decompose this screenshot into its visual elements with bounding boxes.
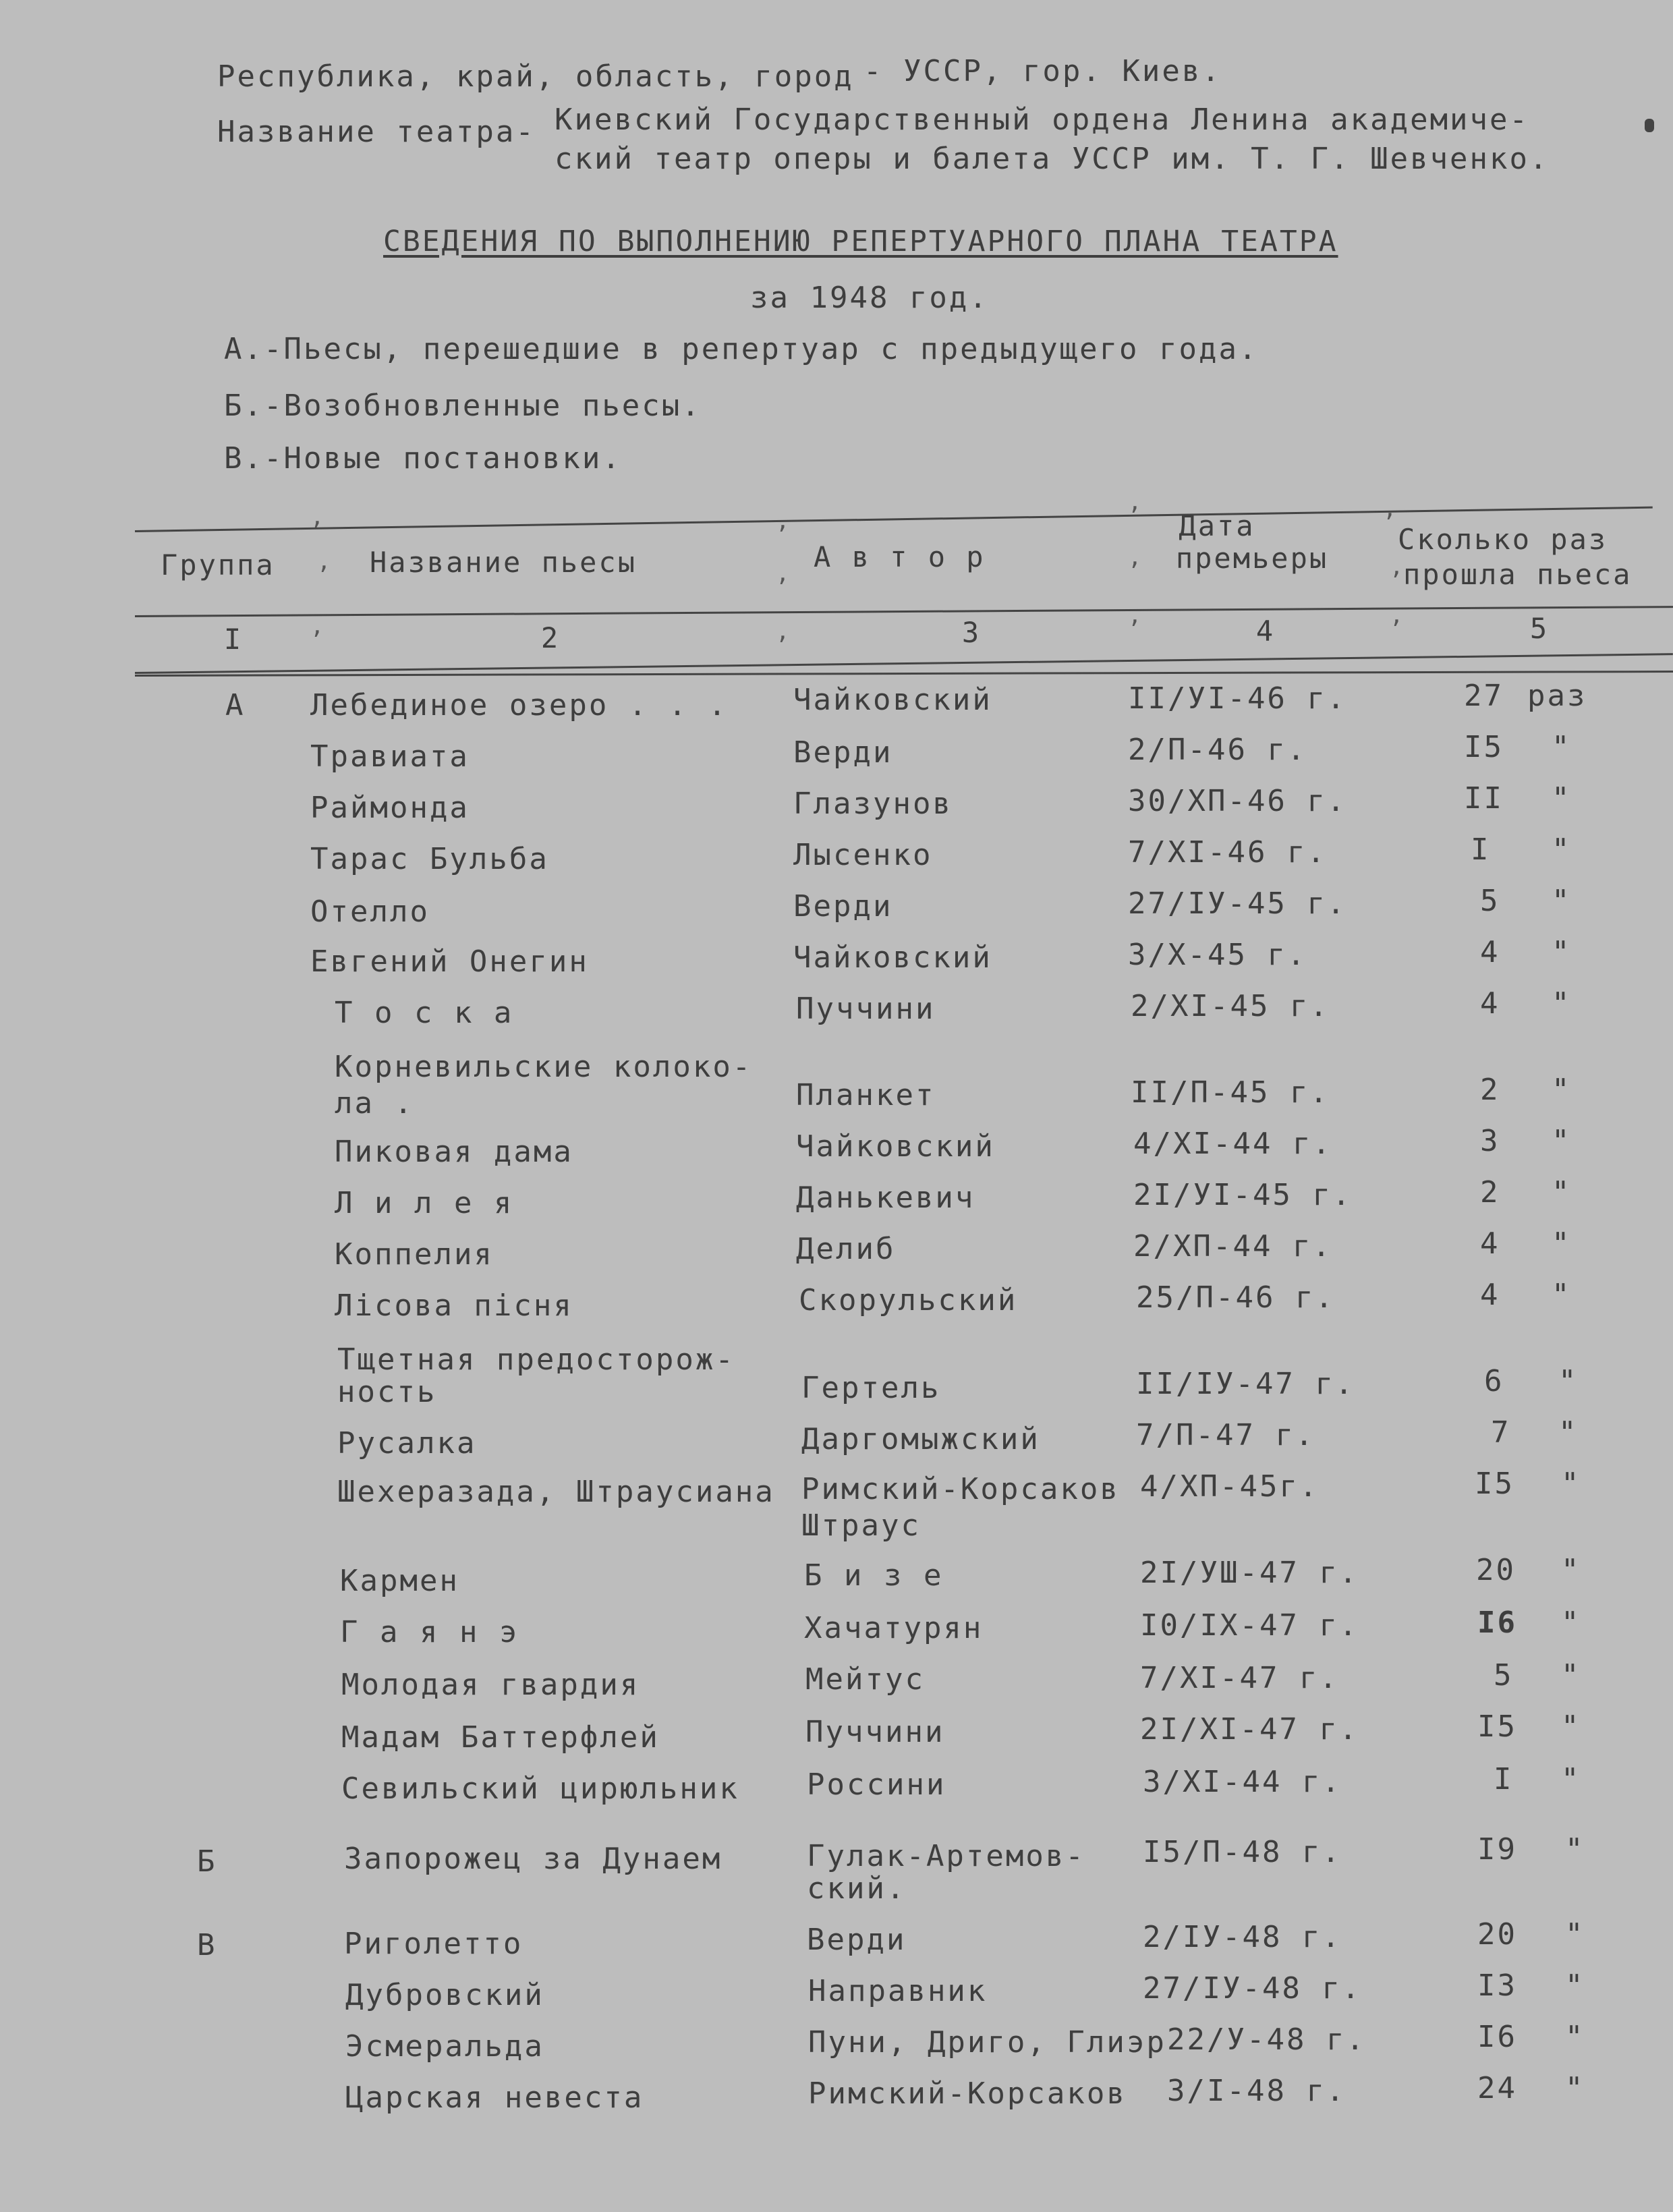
row-title: Русалка (337, 1426, 477, 1461)
row-premiere: 30/ХП-46 г. (1128, 784, 1347, 818)
row-count-unit: " (1561, 1762, 1581, 1796)
row-author: Римский-Корсаков (801, 1472, 1120, 1506)
row-title: Л и л е я (335, 1186, 514, 1220)
row-count-unit: раз (1527, 679, 1587, 713)
row-author: Верди (807, 1923, 907, 1957)
row-title-continued: ла . (335, 1086, 414, 1121)
row-premiere: 4/XI-44 г. (1133, 1127, 1332, 1161)
report-title: СВЕДЕНИЯ ПО ВЫПОЛНЕНИЮ РЕПЕРТУАРНОГО ПЛАНА ТЕАТРА (383, 225, 1338, 258)
row-title: Лісова пісня (335, 1288, 573, 1323)
separator-mark: , (1128, 602, 1142, 629)
row-title: Коппелия (335, 1237, 494, 1272)
column-header-title: Название пьесы (370, 546, 637, 579)
row-count: I5 (1477, 1709, 1517, 1744)
column-header-count-line2: прошла пьеса (1403, 558, 1633, 591)
row-title: Кармен (340, 1564, 459, 1598)
row-premiere: 2I/УШ-47 г. (1140, 1556, 1359, 1590)
row-count: I5 (1475, 1467, 1514, 1501)
row-title: Мадам Баттерфлей (341, 1720, 660, 1755)
column-header-author: А в т о р (814, 540, 986, 573)
row-premiere: 2I/УI-45 г. (1133, 1178, 1353, 1212)
row-author: Гертель (801, 1371, 941, 1405)
row-premiere: II/УI-46 г. (1128, 681, 1347, 716)
row-premiere: 4/ХП-45г. (1140, 1469, 1320, 1504)
row-author: Римский-Корсаков (808, 2076, 1127, 2111)
theatre-label: Название театра- (217, 115, 536, 149)
row-title: Пиковая дама (335, 1135, 573, 1169)
report-period: за 1948 год. (750, 281, 989, 315)
row-author: Глазунов (793, 787, 953, 821)
row-count-unit: " (1561, 1553, 1581, 1587)
row-author: Мейтус (805, 1662, 925, 1697)
row-count-unit: " (1552, 884, 1572, 918)
column-header-count-line1: Сколько раз (1398, 523, 1608, 556)
row-premiere: II/IУ-47 г. (1136, 1367, 1355, 1401)
row-premiere: 3/I-48 г. (1167, 2074, 1346, 2108)
row-count-unit: " (1561, 1467, 1581, 1501)
row-title: Евгений Онегин (310, 944, 589, 979)
column-number: I (223, 623, 244, 656)
row-count: I (1494, 1762, 1514, 1796)
row-title: Севильский цирюльник (341, 1771, 739, 1806)
row-count: 5 (1494, 1658, 1514, 1693)
row-count-unit: " (1552, 1124, 1572, 1158)
row-title: Запорожец за Дунаем (344, 1842, 722, 1876)
row-author: Пуччини (805, 1715, 945, 1749)
row-premiere: 7/П-47 г. (1136, 1418, 1315, 1452)
row-count-unit: " (1561, 1606, 1581, 1640)
row-author: Планкет (796, 1078, 936, 1112)
column-number: 2 (540, 621, 561, 654)
row-title: Г а я н э (340, 1615, 519, 1649)
row-count-unit: " (1552, 986, 1572, 1021)
row-count: 20 (1477, 1917, 1517, 1952)
column-header-date-line1: Дата (1179, 509, 1255, 542)
row-count: 27 (1464, 679, 1504, 713)
row-title: Тщетная предосторож- (337, 1342, 735, 1377)
row-author: Хачатурян (804, 1611, 984, 1645)
row-premiere: 7/XI-46 г. (1128, 835, 1327, 870)
row-count: I9 (1477, 1832, 1517, 1867)
row-author: Б и з е (804, 1558, 944, 1593)
row-premiere: 2/XI-45 г. (1131, 989, 1330, 1023)
table-header-rule (135, 606, 1673, 617)
row-count: 4 (1480, 986, 1500, 1021)
separator-mark: , (776, 618, 790, 645)
row-title: Корневильские колоко- (335, 1050, 753, 1084)
row-count-unit: " (1552, 1073, 1572, 1107)
row-count-unit: " (1558, 1415, 1579, 1450)
row-count: I (1471, 832, 1491, 867)
row-count-unit: " (1565, 1832, 1585, 1867)
separator-mark: , (1390, 602, 1404, 629)
legend-group-c: В.-Новые постановки. (224, 441, 622, 476)
row-count: I5 (1464, 730, 1504, 764)
row-count: 3 (1480, 1124, 1500, 1158)
row-count-unit: " (1552, 1175, 1572, 1210)
row-count: I6 (1477, 1606, 1517, 1640)
row-count-unit: " (1552, 781, 1572, 816)
row-count-unit: " (1552, 1226, 1572, 1261)
row-premiere: 27/IУ-45 г. (1128, 886, 1347, 921)
row-author: Делиб (796, 1232, 896, 1266)
row-title: Раймонда (310, 791, 470, 825)
separator-mark: , (310, 503, 324, 530)
row-title: Тарас Бульба (310, 842, 549, 876)
table-body-rule (135, 671, 1673, 677)
row-author: Чайковский (796, 1129, 995, 1164)
row-premiere: 25/П-46 г. (1136, 1280, 1335, 1315)
row-premiere: 2/IУ-48 г. (1143, 1920, 1342, 1954)
row-author-continued: ский. (807, 1871, 907, 1906)
row-author: Пуччини (796, 992, 936, 1026)
region-label: Республика, край, область, город (217, 59, 854, 94)
column-header-date-line2: премьеры (1175, 542, 1329, 575)
row-premiere: 27/IУ-48 г. (1143, 1971, 1362, 2006)
separator-mark: , (776, 560, 790, 587)
row-premiere: I5/П-48 г. (1143, 1835, 1342, 1869)
row-author-continued: Штраус (801, 1508, 921, 1543)
theatre-name-line2: ский театр оперы и балета УССР им. Т. Г. Шевченко. (555, 142, 1550, 176)
row-premiere: II/П-45 г. (1131, 1075, 1330, 1110)
row-author: Пуни, Дриго, Глиэр (808, 2025, 1166, 2060)
row-title: Травиата (310, 739, 470, 774)
separator-mark: , (1390, 553, 1404, 580)
legend-group-b: Б.-Возобновленные пьесы. (224, 389, 702, 423)
row-author: Гулак-Артемов- (807, 1839, 1085, 1873)
row-premiere: I0/IX-47 г. (1140, 1608, 1359, 1643)
row-author: Россини (807, 1767, 946, 1802)
column-number: 4 (1255, 615, 1276, 648)
column-header-group: Группа (161, 548, 275, 582)
row-author: Направник (808, 1974, 988, 2008)
row-count-unit: " (1552, 935, 1572, 969)
row-count: I3 (1477, 1968, 1517, 2003)
row-premiere: 3/Х-45 г. (1128, 938, 1307, 972)
row-title: Отелло (310, 895, 430, 929)
row-title: Царская невеста (345, 2080, 644, 2115)
row-author: Чайковский (793, 940, 992, 975)
row-count: 4 (1480, 1278, 1500, 1312)
row-count: II (1464, 781, 1504, 816)
row-count: 2 (1480, 1175, 1500, 1210)
row-title: Шехеразада, Штраусиана (337, 1475, 775, 1509)
row-author: Верди (793, 889, 893, 924)
row-author: Скорульский (799, 1283, 1018, 1317)
row-count: 6 (1484, 1364, 1504, 1398)
row-premiere: 2/ХП-44 г. (1133, 1229, 1332, 1264)
row-premiere: 2I/XI-47 г. (1140, 1712, 1359, 1747)
row-author: Лысенко (793, 838, 933, 872)
row-author: Чайковский (793, 683, 992, 717)
row-premiere: 7/XI-47 г. (1140, 1661, 1339, 1695)
row-count: 24 (1477, 2071, 1517, 2105)
ink-blot (1645, 119, 1654, 132)
separator-mark: , (1383, 495, 1397, 522)
row-group: В (197, 1928, 217, 1962)
separator-mark: , (1128, 544, 1142, 571)
row-group: Б (197, 1844, 217, 1879)
row-premiere: 22/У-48 г. (1167, 2022, 1366, 2057)
row-count-unit: " (1552, 1278, 1572, 1312)
row-count-unit: " (1558, 1364, 1579, 1398)
row-count: I6 (1477, 2020, 1517, 2054)
separator-mark: , (1128, 488, 1142, 515)
row-author: Даргомыжский (801, 1422, 1040, 1456)
row-title: Риголетто (344, 1927, 523, 1961)
row-count-unit: " (1552, 832, 1572, 867)
column-number: 5 (1529, 612, 1550, 645)
column-number: 3 (961, 616, 982, 649)
region-value: - УССР, гор. Киев. (863, 54, 1222, 88)
separator-mark: , (776, 507, 790, 534)
row-title: Т о с к а (335, 996, 514, 1030)
row-count: 2 (1480, 1073, 1500, 1107)
row-premiere: 2/П-46 г. (1128, 733, 1307, 767)
theatre-name-line1: Киевский Государственный ордена Ленина академиче- (555, 103, 1530, 137)
row-count-unit: " (1565, 2071, 1585, 2105)
row-count: 7 (1491, 1415, 1511, 1450)
separator-mark: , (317, 548, 331, 575)
row-title: Эсмеральда (345, 2029, 544, 2064)
row-count: 5 (1480, 884, 1500, 918)
row-author: Данькевич (796, 1181, 975, 1215)
legend-group-a: А.-Пьесы, перешедшие в репертуар с предыдущего года. (224, 332, 1259, 366)
row-count: 20 (1476, 1553, 1516, 1587)
row-title: Молодая гвардия (341, 1668, 640, 1702)
row-title: Лебединое озеро . . . (310, 688, 729, 722)
row-premiere: 3/XI-44 г. (1143, 1765, 1342, 1799)
row-title-continued: ность (337, 1375, 437, 1409)
row-count: 4 (1480, 935, 1500, 969)
row-count-unit: " (1565, 1917, 1585, 1952)
row-author: Верди (793, 735, 893, 770)
row-group: А (225, 688, 246, 722)
row-count-unit: " (1552, 730, 1572, 764)
row-title: Дубровский (345, 1978, 544, 2012)
row-count-unit: " (1561, 1709, 1581, 1744)
separator-mark: , (310, 613, 324, 640)
row-count-unit: " (1565, 1968, 1585, 2003)
row-count-unit: " (1561, 1658, 1581, 1693)
row-count-unit: " (1565, 2020, 1585, 2054)
row-count: 4 (1480, 1226, 1500, 1261)
